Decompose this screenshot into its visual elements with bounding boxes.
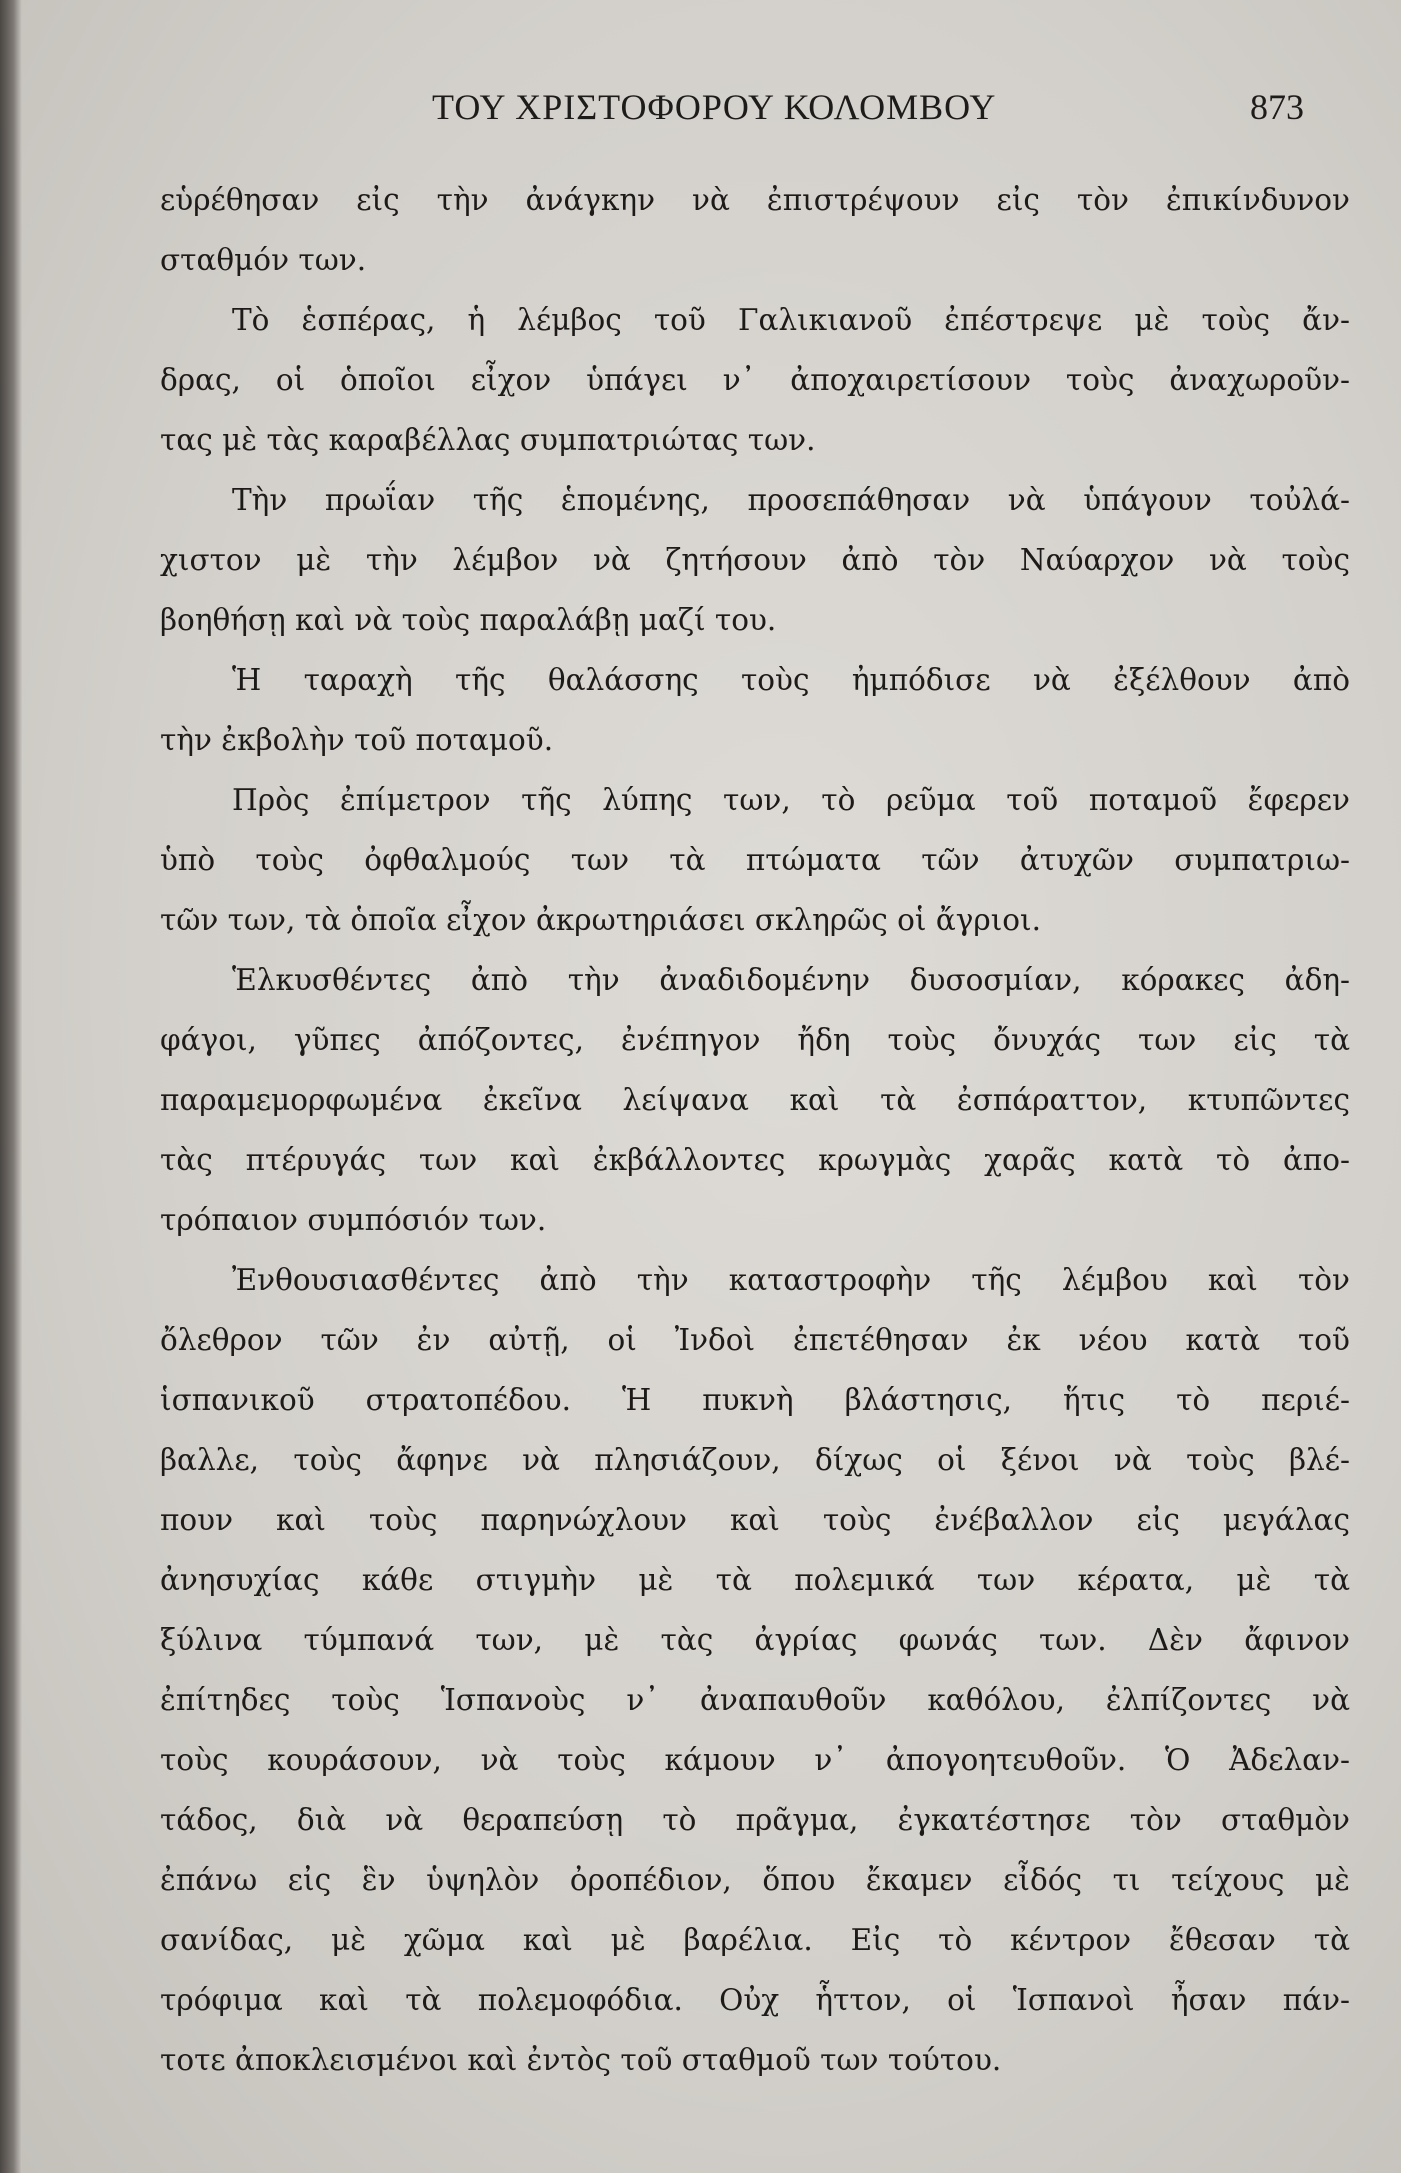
text-line: σανίδας, μὲ χῶμα καὶ μὲ βαρέλια. Εἰς τὸ κέντρον ἔθεσαν τὰ (160, 1923, 1350, 1957)
text-line: Πρὸς ἐπίμετρον τῆς λύπης των, τὸ ρεῦμα τοῦ ποταμοῦ ἔφερεν (232, 783, 1350, 817)
text-line: τάδος, διὰ νὰ θεραπεύσῃ τὸ πρᾶγμα, ἐγκατέστησε τὸν σταθμὸν (160, 1803, 1350, 1837)
text-line: τοὺς κουράσουν, νὰ τοὺς κάμουν ν᾿ ἀπογοητευθοῦν. Ὁ Ἀδελαν- (160, 1743, 1350, 1777)
text-line: τὴν ἐκβολὴν τοῦ ποταμοῦ. (160, 723, 554, 757)
text-line: τοτε ἀποκλεισμένοι καὶ ἐντὸς τοῦ σταθμοῦ των τούτου. (160, 2043, 1002, 2077)
text-line: τῶν των, τὰ ὁποῖα εἶχον ἀκρωτηριάσει σκληρῶς οἱ ἄγριοι. (160, 903, 1041, 937)
text-line: ἐπίτηδες τοὺς Ἱσπανοὺς ν᾿ ἀναπαυθοῦν καθόλου, ἐλπίζοντες νὰ (160, 1683, 1350, 1717)
text-line: παραμεμορφωμένα ἐκεῖνα λείψανα καὶ τὰ ἐσπάραττον, κτυπῶντες (160, 1083, 1350, 1117)
text-line: βαλλε, τοὺς ἄφηνε νὰ πλησιάζουν, δίχως οἱ ξένοι νὰ τοὺς βλέ- (160, 1443, 1350, 1477)
text-line: τας μὲ τὰς καραβέλλας συμπατριώτας των. (160, 423, 816, 457)
running-head (22, 86, 1401, 134)
text-line: ἐπάνω εἰς ἓν ὑψηλὸν ὀροπέδιον, ὅπου ἔκαμεν εἶδός τι τείχους μὲ (160, 1863, 1350, 1897)
text-line: ἱσπανικοῦ στρατοπέδου. Ἡ πυκνὴ βλάστησις, ἥτις τὸ περιέ- (160, 1383, 1350, 1417)
text-line: βοηθήσῃ καὶ νὰ τοὺς παραλάβῃ μαζί του. (160, 603, 777, 637)
text-line: ξύλινα τύμπανά των, μὲ τὰς ἀγρίας φωνάς των. Δὲν ἄφινον (160, 1623, 1350, 1657)
body-text (160, 170, 1350, 2090)
text-line: πουν καὶ τοὺς παρηνώχλουν καὶ τοὺς ἐνέβαλλον εἰς μεγάλας (160, 1503, 1350, 1537)
text-line: ὑπὸ τοὺς ὀφθαλμούς των τὰ πτώματα τῶν ἀτυχῶν συμπατριω- (160, 843, 1350, 877)
text-line: Ἐνθουσιασθέντες ἀπὸ τὴν καταστροφὴν τῆς λέμβου καὶ τὸν (232, 1263, 1350, 1297)
text-line: τρόφιμα καὶ τὰ πολεμοφόδια. Οὐχ ἧττον, οἱ Ἱσπανοὶ ἦσαν πάν- (160, 1983, 1350, 2017)
book-page (22, 0, 1401, 2173)
text-line: εὑρέθησαν εἰς τὴν ἀνάγκην νὰ ἐπιστρέψουν εἰς τὸν ἐπικίνδυνον (160, 183, 1350, 217)
text-line: χιστον μὲ τὴν λέμβον νὰ ζητήσουν ἀπὸ τὸν Ναύαρχον νὰ τοὺς (160, 543, 1350, 577)
text-line: Τὴν πρωΐαν τῆς ἑπομένης, προσεπάθησαν νὰ ὑπάγουν τοὐλά- (232, 483, 1350, 517)
text-line: ὄλεθρον τῶν ἐν αὐτῇ, οἱ Ἰνδοὶ ἐπετέθησαν ἐκ νέου κατὰ τοῦ (160, 1323, 1350, 1357)
book-binding-edge (0, 0, 22, 2173)
text-line: τρόπαιον συμπόσιόν των. (160, 1203, 547, 1237)
text-line: σταθμόν των. (160, 243, 367, 277)
text-line: Ἡ ταραχὴ τῆς θαλάσσης τοὺς ἠμπόδισε νὰ ἐξέλθουν ἀπὸ (232, 663, 1350, 697)
text-line: Ἑλκυσθέντες ἀπὸ τὴν ἀναδιδομένην δυσοσμίαν, κόρακες ἀδη- (232, 963, 1350, 997)
text-line: Τὸ ἑσπέρας, ἡ λέμβος τοῦ Γαλικιανοῦ ἐπέστρεψε μὲ τοὺς ἄν- (232, 303, 1350, 337)
page-number: 873 (1250, 87, 1304, 127)
text-line: φάγοι, γῦπες ἀπόζοντες, ἐνέπηγον ἤδη τοὺς ὄνυχάς των εἰς τὰ (160, 1023, 1350, 1057)
text-line: ἀνησυχίας κάθε στιγμὴν μὲ τὰ πολεμικά των κέρατα, μὲ τὰ (160, 1563, 1350, 1597)
running-title: ΤΟΥ ΧΡΙΣΤΟΦΟΡΟΥ ΚΟΛΟΜΒΟΥ (432, 87, 997, 127)
text-line: δρας, οἱ ὁποῖοι εἶχον ὑπάγει ν᾿ ἀποχαιρετίσουν τοὺς ἀναχωροῦν- (160, 363, 1350, 397)
text-line: τὰς πτέρυγάς των καὶ ἐκβάλλοντες κρωγμὰς χαρᾶς κατὰ τὸ ἀπο- (160, 1143, 1350, 1177)
